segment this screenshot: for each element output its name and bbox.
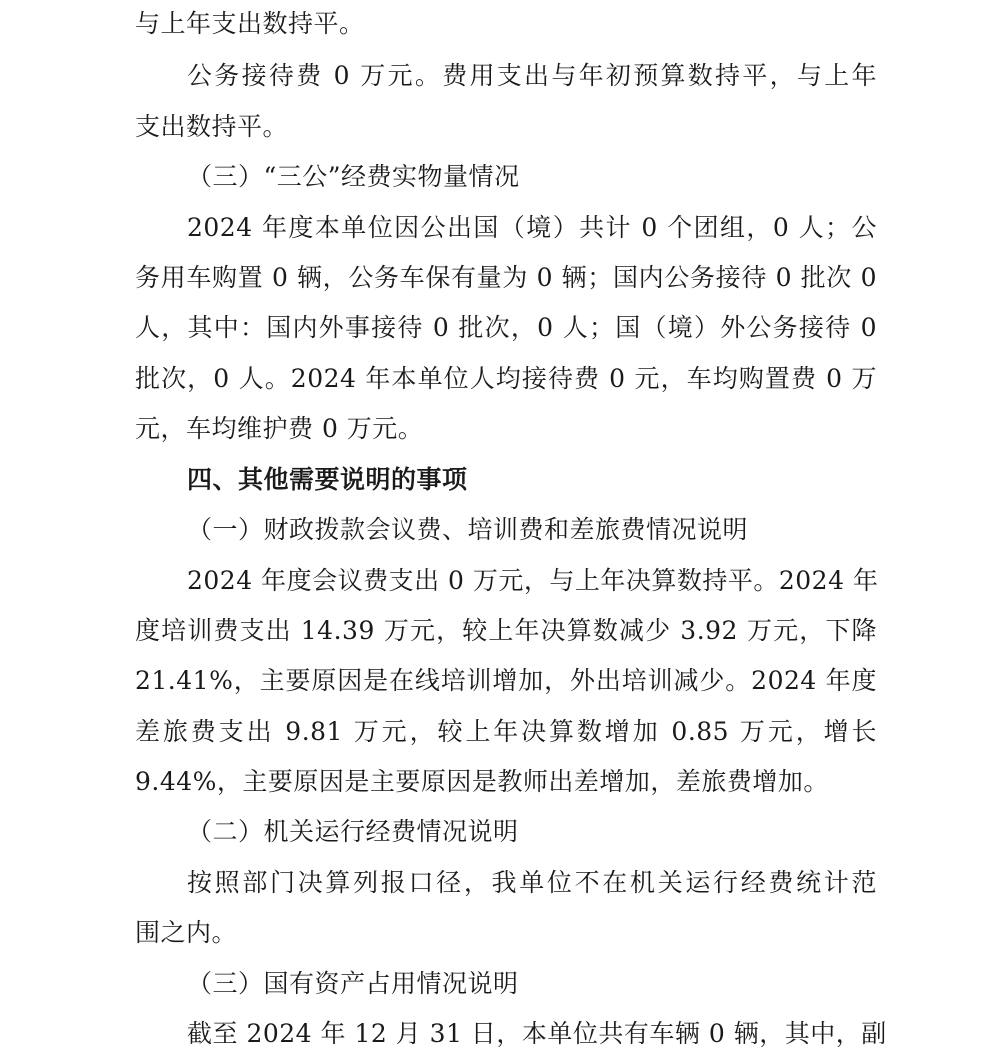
paragraph-line: 围之内。 [135,918,238,947]
paragraph-line: 人，其中：国内外事接待 0 批次，0 人；国（境）外公务接待 0 [135,313,877,342]
paragraph-line: 9.44%，主要原因是主要原因是教师出差增加，差旅费增加。 [135,767,829,796]
paragraph-line: 批次，0 人。2024 年本单位人均接待费 0 元，车均购置费 0 万 [135,364,877,393]
section-heading: （一）财政拨款会议费、培训费和差旅费情况说明 [187,515,749,544]
chapter-heading: 四、其他需要说明的事项 [187,465,468,494]
paragraph-line: 度培训费支出 14.39 万元，较上年决算数减少 3.92 万元，下降 [135,616,877,645]
paragraph-line: 2024 年度会议费支出 0 万元，与上年决算数持平。2024 年 [187,566,879,595]
paragraph-line: 务用车购置 0 辆，公务车保有量为 0 辆；国内公务接待 0 批次 0 [135,263,877,292]
paragraph-line: 差旅费支出 9.81 万元，较上年决算数增加 0.85 万元，增长 [135,717,877,746]
paragraph-line: 元，车均维护费 0 万元。 [135,414,424,443]
paragraph-line: 按照部门决算列报口径，我单位不在机关运行经费统计范 [187,868,877,897]
paragraph-line: 支出数持平。 [135,112,289,141]
paragraph-line: 公务接待费 0 万元。费用支出与年初预算数持平，与上年 [187,61,877,90]
paragraph-line: 与上年支出数持平。 [135,9,365,38]
section-heading: （二）机关运行经费情况说明 [187,817,519,846]
paragraph-line: 21.41%，主要原因是在线培训增加，外出培训减少。2024 年度 [135,666,877,695]
section-heading: （三）“三公”经费实物量情况 [187,162,520,191]
paragraph-line: 截至 2024 年 12 月 31 日，本单位共有车辆 0 辆，其中，副 [187,1019,887,1048]
section-heading: （三）国有资产占用情况说明 [187,969,519,998]
paragraph-line: 2024 年度本单位因公出国（境）共计 0 个团组，0 人；公 [187,213,877,242]
